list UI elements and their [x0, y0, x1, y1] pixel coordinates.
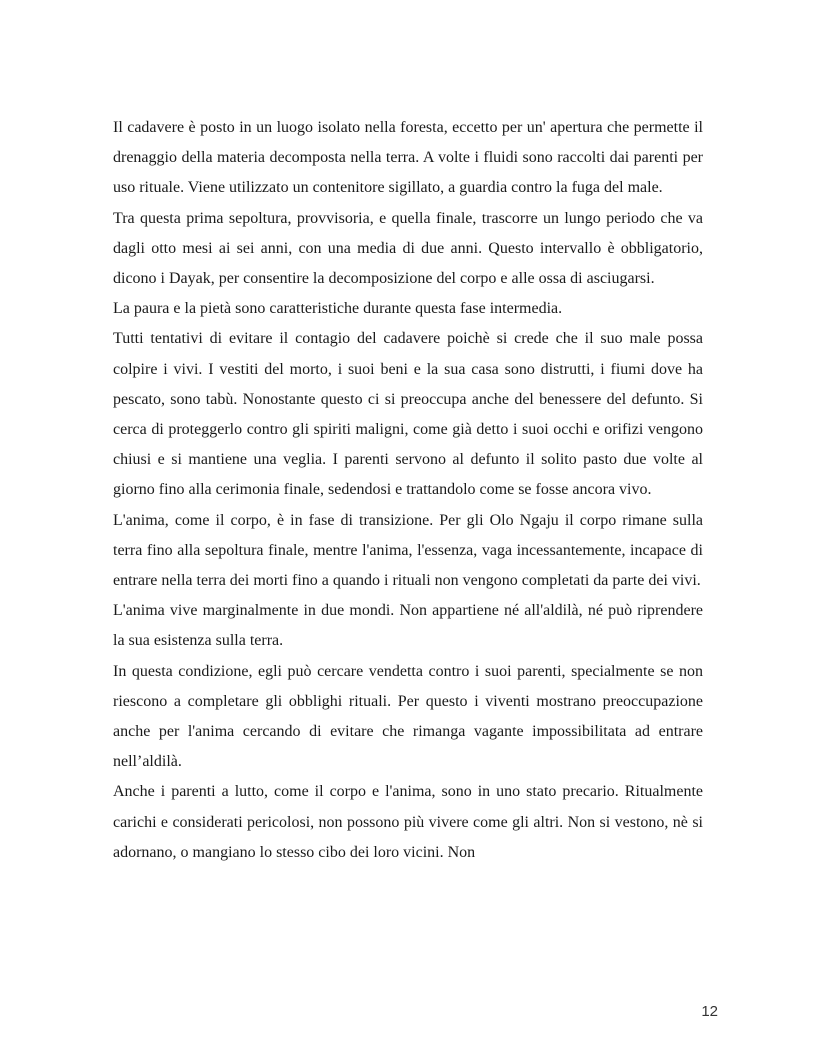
paragraph: L'anima, come il corpo, è in fase di transizione. Per gli Olo Ngaju il corpo rimane sulla terra fino alla sepoltura finale, mentre l'anima, l'essenza, vaga incessantemente, incapace di entrare nella terra dei morti fino a quando i rituali non vengono completati da parte dei vivi.: [113, 511, 703, 590]
page-body: [113, 113, 703, 868]
paragraph: Anche i parenti a lutto, come il corpo e l'anima, sono in uno stato precario. Ritualmente carichi e considerati pericolosi, non possono più vivere come gli altri. Non si vestono, nè si adornano, o mangiano lo stesso cibo dei loro vicini. Non: [113, 783, 703, 861]
paragraph: In questa condizione, egli può cercare vendetta contro i suoi parenti, specialmente se non riescono a completare gli obblighi rituali. Per questo i viventi mostrano preoccupazione anche per l'anima cercando di evitare che rimanga vagante impossibilitata ad entrare nell’aldilà.: [113, 662, 703, 771]
page-number: 12: [701, 1003, 718, 1020]
paragraph: Tutti tentativi di evitare il contagio del cadavere poichè si crede che il suo male possa colpire i vivi. I vestiti del morto, i suoi beni e la sua casa sono distrutti, i fiumi dove ha pescato, sono tabù. Nonostante questo ci si preoccupa anche del benessere del defunto. Si cerca di proteggerlo contro gli spiriti maligni, come già detto i suoi occhi e orifizi vengono chiusi e si mantiene una veglia. I parenti servono al defunto il solito pasto due volte al giorno fino alla cerimonia finale, sedendosi e trattandolo come se fosse ancora vivo.: [113, 330, 703, 499]
paragraph: L'anima vive marginalmente in due mondi. Non appartiene né all'aldilà, né può riprendere la sua esistenza sulla terra.: [113, 602, 703, 650]
paragraph: Tra questa prima sepoltura, provvisoria, e quella finale, trascorre un lungo periodo che va dagli otto mesi ai sei anni, con una media di due anni. Questo intervallo è obbligatorio, dicono i Dayak, per consentire la decomposizione del corpo e alle ossa di asciugarsi.: [113, 209, 703, 288]
paragraph: La paura e la pietà sono caratteristiche durante questa fase intermedia.: [113, 300, 563, 318]
paragraph: Il cadavere è posto in un luogo isolato nella foresta, eccetto per un' apertura che permette il drenaggio della materia decomposta nella terra. A volte i fluidi sono raccolti dai parenti per uso rituale. Viene utilizzato un contenitore sigillato, a guardia contro la fuga del male.: [113, 119, 703, 197]
